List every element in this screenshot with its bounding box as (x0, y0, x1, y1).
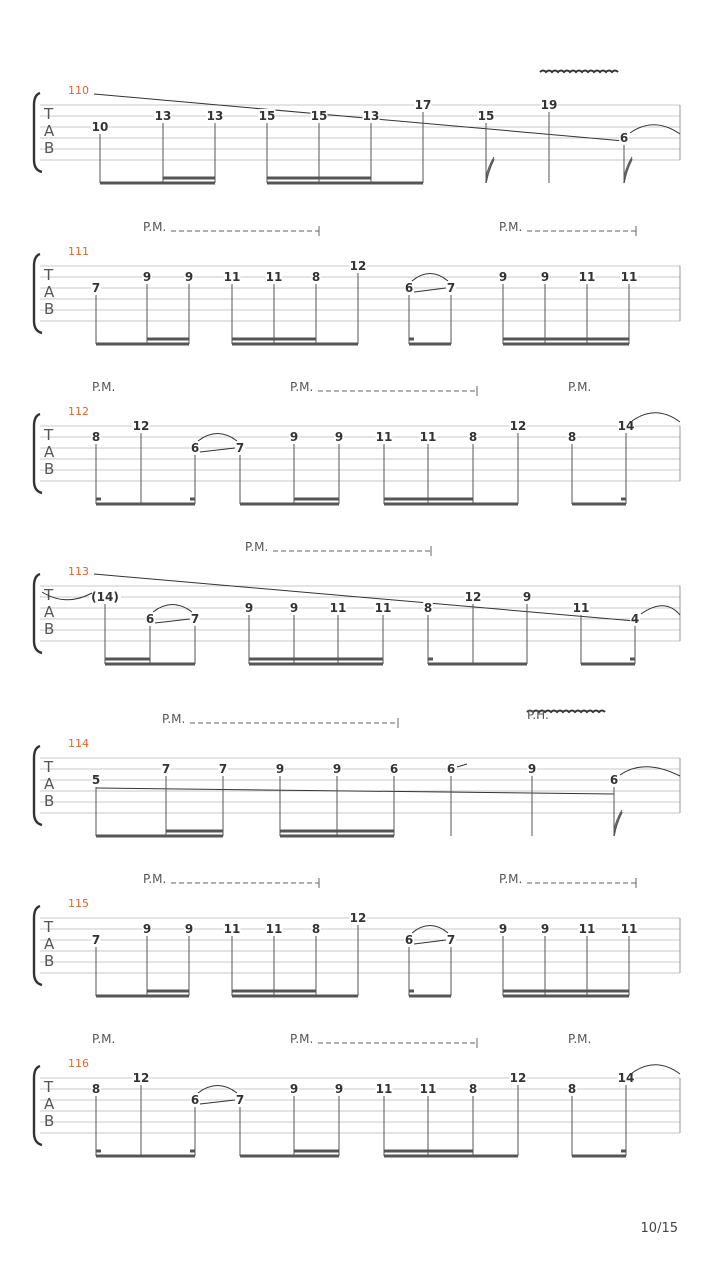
tab-clef-letter: B (44, 1112, 55, 1130)
fret-number: 9 (244, 601, 254, 615)
fret-number: 7 (161, 762, 171, 776)
beam (166, 830, 223, 833)
beam (96, 1150, 101, 1153)
beam (100, 182, 215, 185)
beam (503, 343, 629, 346)
beam (572, 503, 626, 506)
fret-number: 13 (362, 109, 380, 123)
beam (232, 990, 316, 993)
palm-mute-label: P.M. (92, 1032, 116, 1046)
tab-clef-letter: T (44, 1078, 54, 1096)
beam (621, 1150, 626, 1153)
beam (409, 990, 414, 993)
fret-number: 8 (468, 1082, 478, 1096)
beam (147, 338, 189, 341)
fret-number: 11 (620, 270, 638, 284)
staff-system (34, 71, 680, 185)
fret-number: 13 (154, 109, 172, 123)
fret-number: 9 (289, 601, 299, 615)
fret-number: 11 (223, 922, 241, 936)
fret-number: 9 (522, 590, 532, 604)
fret-number: 11 (572, 601, 590, 615)
fret-number: 9 (498, 270, 508, 284)
fret-number: 6 (446, 762, 456, 776)
slide-line (200, 1100, 235, 1104)
beam (409, 343, 451, 346)
tab-clef-letter: B (44, 620, 55, 638)
fret-number: 9 (142, 270, 152, 284)
beam (147, 990, 189, 993)
beam (240, 503, 339, 506)
palm-mute-label: P.M. (499, 872, 523, 886)
fret-number: 9 (142, 922, 152, 936)
fret-number: 12 (349, 911, 367, 925)
fret-number: 19 (540, 98, 558, 112)
fret-number: 8 (468, 430, 478, 444)
slide-line (200, 448, 235, 452)
beam (232, 343, 358, 346)
fret-number: 6 (190, 1093, 200, 1107)
fret-number: 9 (334, 430, 344, 444)
fret-number: 11 (620, 922, 638, 936)
staff-system (34, 380, 680, 506)
tab-clef-letter: A (44, 283, 55, 301)
beam (428, 663, 527, 666)
fret-number: 11 (375, 430, 393, 444)
beam (280, 835, 394, 838)
vibrato-mark (540, 71, 618, 73)
fret-number: 9 (184, 922, 194, 936)
page-number: 10/15 (640, 1221, 678, 1236)
beam (409, 338, 414, 341)
pinch-harmonic-label: P.H. (527, 708, 549, 722)
tab-clef-letter: B (44, 952, 55, 970)
tab-clef-letter: A (44, 122, 55, 140)
tie-arc (632, 1065, 680, 1074)
tab-clef-letter: T (44, 758, 54, 776)
staff-system (34, 708, 680, 838)
beam (105, 658, 150, 661)
beam (232, 995, 358, 998)
palm-mute-label: P.M. (92, 380, 116, 394)
beam (96, 835, 223, 838)
beam (621, 498, 626, 501)
fret-number: 6 (190, 441, 200, 455)
fret-number: 11 (375, 1082, 393, 1096)
fret-number: 9 (184, 270, 194, 284)
beam (630, 658, 635, 661)
staff-system (34, 220, 680, 346)
beam (294, 1150, 339, 1153)
tab-clef-letter: A (44, 775, 55, 793)
fret-number: 7 (446, 281, 456, 295)
fret-number: 7 (235, 441, 245, 455)
staff-system (34, 872, 680, 998)
fret-number: 9 (275, 762, 285, 776)
measure-number: 113 (68, 565, 89, 578)
tab-clef-letter: T (44, 918, 54, 936)
fret-number: 11 (223, 270, 241, 284)
beam (280, 830, 394, 833)
measure-number: 115 (68, 897, 89, 910)
palm-mute-label: P.M. (162, 712, 186, 726)
palm-mute-label: P.M. (499, 220, 523, 234)
tab-clef-letter: T (44, 266, 54, 284)
fret-number: 9 (289, 1082, 299, 1096)
palm-mute-label: P.M. (568, 380, 592, 394)
beam (428, 658, 433, 661)
fret-number: 10 (91, 120, 109, 134)
fret-number: 11 (265, 270, 283, 284)
measure-number: 111 (68, 245, 89, 258)
fret-number: 12 (509, 419, 527, 433)
tab-clef-letter: A (44, 603, 55, 621)
beam (581, 663, 635, 666)
fret-number: 11 (578, 922, 596, 936)
slide-line (155, 619, 190, 623)
beam (267, 177, 371, 180)
beam (96, 1155, 195, 1158)
fret-number: 11 (419, 430, 437, 444)
fret-number: 8 (567, 430, 577, 444)
beam (232, 338, 316, 341)
palm-mute-label: P.M. (568, 1032, 592, 1046)
tab-clef-letter: A (44, 443, 55, 461)
fret-number: 6 (389, 762, 399, 776)
slide-line (457, 764, 467, 767)
tie-arc (620, 767, 680, 776)
fret-number: 15 (310, 109, 328, 123)
fret-number: 13 (206, 109, 224, 123)
beam (96, 498, 101, 501)
fret-number: (14) (91, 590, 119, 604)
beam (105, 663, 195, 666)
fret-number: 7 (218, 762, 228, 776)
fret-number: 6 (404, 933, 414, 947)
slide-line (414, 940, 446, 944)
tab-clef-letter: B (44, 792, 55, 810)
tab-clef-letter: T (44, 586, 54, 604)
fret-number: 11 (374, 601, 392, 615)
beam (572, 1155, 626, 1158)
measure-number: 110 (68, 84, 89, 97)
beam (384, 503, 518, 506)
fret-number: 15 (477, 109, 495, 123)
fret-number: 9 (540, 270, 550, 284)
tab-clef-letter: T (44, 426, 54, 444)
tab-clef-letter: B (44, 300, 55, 318)
fret-number: 5 (91, 773, 101, 787)
staff-system (34, 540, 680, 666)
slide-line (414, 288, 446, 292)
palm-mute-label: P.M. (290, 1032, 314, 1046)
beam (267, 182, 423, 185)
fret-number: 11 (419, 1082, 437, 1096)
fret-number: 15 (258, 109, 276, 123)
beam (96, 503, 195, 506)
fret-number: 12 (509, 1071, 527, 1085)
fret-number: 6 (145, 612, 155, 626)
beam (249, 658, 383, 661)
beam (190, 1150, 195, 1153)
fret-number: 9 (334, 1082, 344, 1096)
measure-number: 114 (68, 737, 89, 750)
tab-clef-letter: T (44, 105, 54, 123)
fret-number: 14 (617, 1071, 635, 1085)
fret-number: 8 (311, 270, 321, 284)
fret-number: 6 (404, 281, 414, 295)
fret-number: 12 (464, 590, 482, 604)
fret-number: 4 (630, 612, 640, 626)
fret-number: 9 (540, 922, 550, 936)
beam (384, 1155, 518, 1158)
fret-number: 7 (235, 1093, 245, 1107)
fret-number: 11 (329, 601, 347, 615)
palm-mute-label: P.M. (290, 380, 314, 394)
fret-number: 9 (289, 430, 299, 444)
fret-number: 14 (617, 419, 635, 433)
fret-number: 9 (332, 762, 342, 776)
tab-clef-letter: A (44, 935, 55, 953)
beam (384, 1150, 473, 1153)
tab-clef-letter: B (44, 139, 55, 157)
beam (294, 498, 339, 501)
fret-number: 6 (619, 131, 629, 145)
fret-number: 8 (311, 922, 321, 936)
beam (96, 343, 189, 346)
fret-number: 12 (132, 1071, 150, 1085)
fret-number: 12 (349, 259, 367, 273)
tie-arc (641, 606, 680, 615)
palm-mute-label: P.M. (143, 220, 167, 234)
tab-clef-letter: A (44, 1095, 55, 1113)
fret-number: 7 (446, 933, 456, 947)
tie-arc (632, 413, 680, 422)
tab-clef-letter: B (44, 460, 55, 478)
fret-number: 9 (527, 762, 537, 776)
fret-number: 7 (91, 933, 101, 947)
measure-number: 112 (68, 405, 89, 418)
fret-number: 7 (91, 281, 101, 295)
beam (503, 990, 629, 993)
beam (384, 498, 473, 501)
fret-number: 17 (414, 98, 432, 112)
fret-number: 11 (578, 270, 596, 284)
beam (249, 663, 383, 666)
fret-number: 9 (498, 922, 508, 936)
measure-number: 116 (68, 1057, 89, 1070)
fret-number: 6 (609, 773, 619, 787)
beam (503, 338, 629, 341)
beam (240, 1155, 339, 1158)
fret-number: 11 (265, 922, 283, 936)
palm-mute-label: P.M. (245, 540, 269, 554)
beam (409, 995, 451, 998)
fret-number: 8 (91, 430, 101, 444)
beam (96, 995, 189, 998)
fret-number: 8 (91, 1082, 101, 1096)
fret-number: 8 (567, 1082, 577, 1096)
staff-system (34, 1032, 680, 1158)
fret-number: 12 (132, 419, 150, 433)
beam (163, 177, 215, 180)
beam (503, 995, 629, 998)
beam (190, 498, 195, 501)
tie-arc (630, 125, 680, 134)
palm-mute-label: P.M. (143, 872, 167, 886)
fret-number: 8 (423, 601, 433, 615)
fret-number: 7 (190, 612, 200, 626)
